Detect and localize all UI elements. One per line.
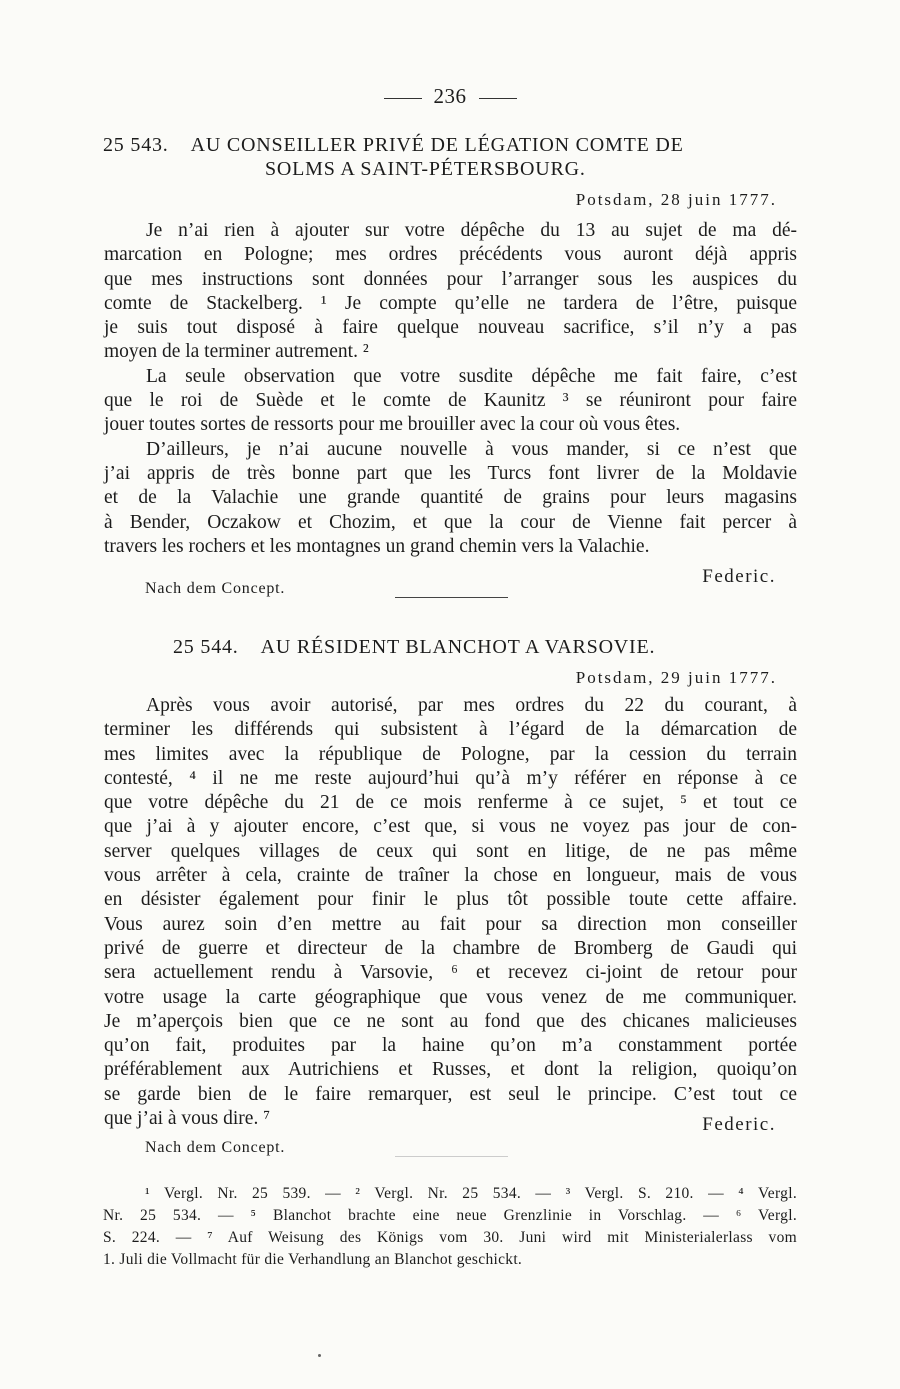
letter2-line: qu’on fait, produites par la haine qu’on m’a constamment portée [104,1035,797,1057]
letter2-body [104,694,797,1131]
letter2-heading-text: AU RÉSIDENT BLANCHOT A VARSOVIE. [260,636,656,658]
letter2-source: Nach dem Concept. [145,1139,286,1156]
letter1-heading [103,133,684,157]
letter2-line: que j’ai à vous dire. ⁷ [104,1108,270,1130]
letter1-line: jouer toutes sortes de ressorts pour me brouiller avec la cour où vous êtes. [104,414,681,436]
letter1-source: Nach dem Concept. [145,580,286,597]
footnote-line: S. 224. — ⁷ Auf Weisung des Königs vom 30. Juni wird mit Ministerialerlass vom [103,1229,797,1246]
letter2-line: que j’ai à y ajouter encore, c’est que, si vous ne voyez pas jour de con- [104,816,797,838]
letter1-line: marcation en Pologne; mes ordres précédents vous auront déjà appris [104,244,797,266]
letter2-line: vous arrêter à cela, crainte de traîner la chose en longueur, mais de vous [104,865,797,887]
footnote-line: Nr. 25 534. — ⁵ Blanchot brachte eine neue Grenzlinie in Vorschlag. — ⁶ Vergl. [103,1207,797,1224]
section-divider [395,597,508,598]
letter2-line: que votre dépêche du 21 de ce mois renferme à ce sujet, ⁵ et tout ce [104,792,797,814]
letter1-line: à Bender, Oczakow et Chozim, et que la cour de Vienne fait percer à [104,511,797,533]
letter2-signature: Federic. [702,1114,776,1135]
letter2-line: Je m’aperçois bien que ce ne sont au fond que des chicanes malicieuses [104,1010,797,1032]
letter2-place-date: Potsdam, 29 juin 1777. [575,668,777,687]
letter2-line: privé de guerre et directeur de la chambre de Bromberg de Gaudi qui [104,937,797,959]
letter1-line: Je n’ai rien à ajouter sur votre dépêche du 13 au sujet de ma dé- [146,220,797,241]
letter1-line: D’ailleurs, je n’ai aucune nouvelle à vous mander, si ce n’est que [146,438,797,460]
letter1-line: j’ai appris de très bonne part que les Turcs font livrer de la Moldavie [104,462,797,484]
letter1-line: travers les rochers et les montagnes un grand chemin vers la Valachie. [104,535,650,557]
page-number: 236 [0,84,900,109]
letter2-line: préférablement aux Autrichiens et Russes, et dont la religion, quoiqu’on [104,1059,797,1081]
letter2-line: mes limites avec la république de Pologne, par la cession du terrain [104,743,797,765]
footnotes [103,1183,797,1271]
letter1-signature: Federic. [702,566,776,587]
letter2-line: sera actuellement rendu à Varsovie, ⁶ et recevez ci-joint de retour pour [104,962,797,984]
letter2-heading [173,635,655,659]
letter1-line: comte de Stackelberg. ¹ Je compte qu’elle ne tardera de l’être, puisque [104,292,797,314]
letter2-line: se garde bien de le faire remarquer, est seul le principe. C’est tout ce [104,1083,797,1105]
letter2-line: terminer les différends qui subsistent à l’égard de la démarcation de [104,719,797,741]
footnote-line: 1. Juli die Vollmacht für die Verhandlung an Blanchot geschickt. [103,1251,523,1268]
letter1-number: 25 543. [103,134,169,156]
letter2-number: 25 544. [173,636,239,658]
letter2-line: Vous aurez soin d’en mettre au fait pour sa direction mon conseiller [104,913,797,935]
divider [479,98,517,99]
letter2-line: contesté, ⁴ il ne me reste aujourd’hui qu’à m’y référer en réponse à ce [104,767,797,789]
speck [318,1354,321,1357]
letter1-line: moyen de la terminer autrement. ² [104,341,369,363]
letter2-line: Après vous avoir autorisé, par mes ordres du 22 du courant, à [146,695,797,716]
letter1-line: que mes instructions sont données pour l’arranger sous les auspices du [104,268,797,290]
letter1-place-date: Potsdam, 28 juin 1777. [575,190,777,209]
letter1-line: La seule observation que votre susdite dépêche me fait faire, c’est [146,365,797,387]
letter1-line: et de la Valachie une grande quantité de grains pour leurs magasins [104,487,797,509]
footnote-line: ¹ Vergl. Nr. 25 539. — ² Vergl. Nr. 25 534. — ³ Vergl. S. 210. — ⁴ Vergl. [145,1185,797,1202]
divider [384,98,422,99]
letter1-body [104,219,797,559]
letter1-line: je suis tout disposé à faire quelque nouveau sacrifice, s’il n’y a pas [104,317,797,339]
letter2-line: votre usage la carte géographique que vous venez de me communiquer. [104,986,797,1008]
letter2-line: en désister également pour finir le plus tôt possible toute cette affaire. [104,889,797,911]
letter2-line: server quelques villages de ceux qui sont en litige, de ne pas même [104,840,797,862]
letter1-heading-line1: AU CONSEILLER PRIVÉ DE LÉGATION COMTE DE [190,134,684,156]
letter1-line: que le roi de Suède et le comte de Kaunitz ³ se réuniront pour faire [104,390,797,412]
letter1-heading-line2: SOLMS A SAINT-PÉTERSBOURG. [265,158,586,180]
section-divider [395,1156,508,1157]
